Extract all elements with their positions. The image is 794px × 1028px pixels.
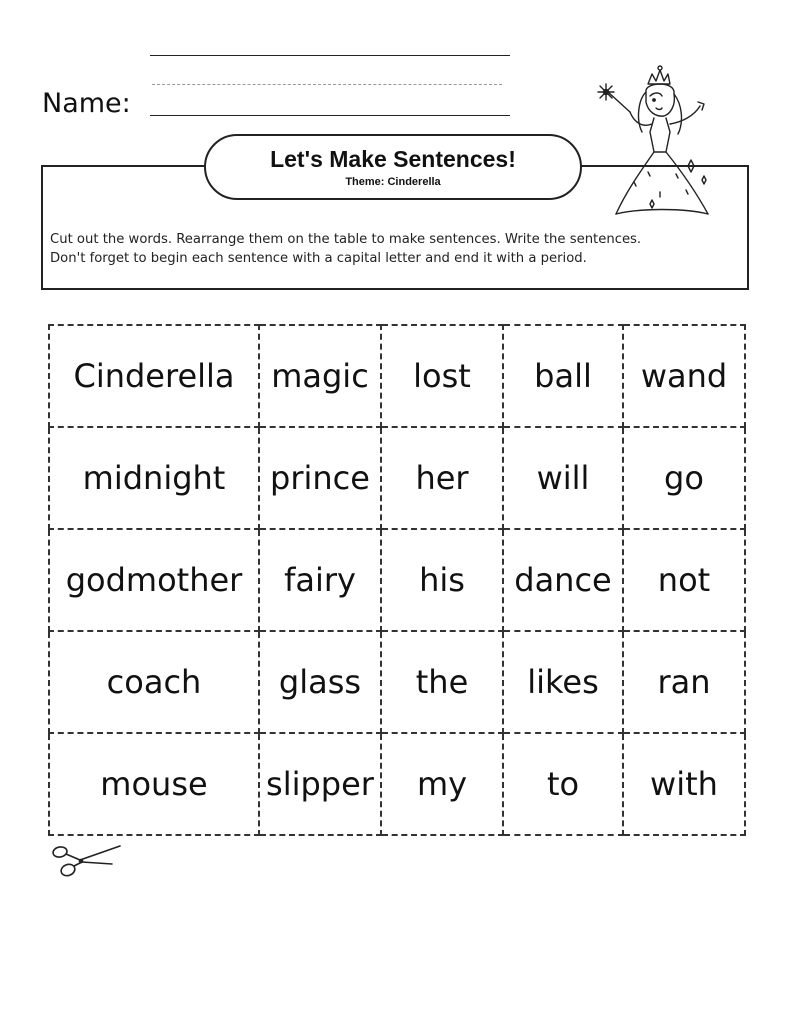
grid-row: [49, 529, 745, 631]
word-card[interactable]: prince: [259, 427, 381, 529]
word-card[interactable]: ran: [623, 631, 745, 733]
instructions-text: [50, 230, 740, 268]
instructions-line-2: Don't forget to begin each sentence with a capital letter and end it with a period.: [50, 251, 587, 266]
name-label: Name:: [42, 88, 131, 119]
grid-row: [49, 733, 745, 835]
name-line-baseline[interactable]: [150, 115, 510, 116]
word-card[interactable]: wand: [623, 325, 745, 427]
word-card[interactable]: fairy: [259, 529, 381, 631]
word-card[interactable]: his: [381, 529, 503, 631]
word-card[interactable]: the: [381, 631, 503, 733]
grid-row: [49, 325, 745, 427]
word-card[interactable]: midnight: [49, 427, 259, 529]
word-grid: [48, 324, 746, 836]
word-card[interactable]: slipper: [259, 733, 381, 835]
scissors-icon: [50, 842, 124, 880]
word-card[interactable]: will: [503, 427, 623, 529]
theme-subtitle: Theme: Cinderella: [345, 176, 441, 188]
word-card[interactable]: likes: [503, 631, 623, 733]
word-card[interactable]: magic: [259, 325, 381, 427]
page-title: Let's Make Sentences!: [270, 146, 516, 172]
word-card[interactable]: coach: [49, 631, 259, 733]
instructions-line-1: Cut out the words. Rearrange them on the table to make sentences. Write the sentences.: [50, 232, 642, 247]
word-card[interactable]: go: [623, 427, 745, 529]
word-card[interactable]: not: [623, 529, 745, 631]
word-card[interactable]: my: [381, 733, 503, 835]
grid-row: [49, 427, 745, 529]
title-banner: [204, 134, 582, 200]
word-card[interactable]: Cinderella: [49, 325, 259, 427]
word-card[interactable]: with: [623, 733, 745, 835]
word-card[interactable]: lost: [381, 325, 503, 427]
word-card[interactable]: mouse: [49, 733, 259, 835]
name-line-top: [150, 55, 510, 56]
word-card[interactable]: glass: [259, 631, 381, 733]
fairy-godmother-icon: [590, 62, 730, 222]
word-card[interactable]: to: [503, 733, 623, 835]
word-card[interactable]: godmother: [49, 529, 259, 631]
word-card[interactable]: ball: [503, 325, 623, 427]
name-line-midline: [152, 84, 502, 85]
word-card[interactable]: dance: [503, 529, 623, 631]
grid-row: [49, 631, 745, 733]
word-card[interactable]: her: [381, 427, 503, 529]
